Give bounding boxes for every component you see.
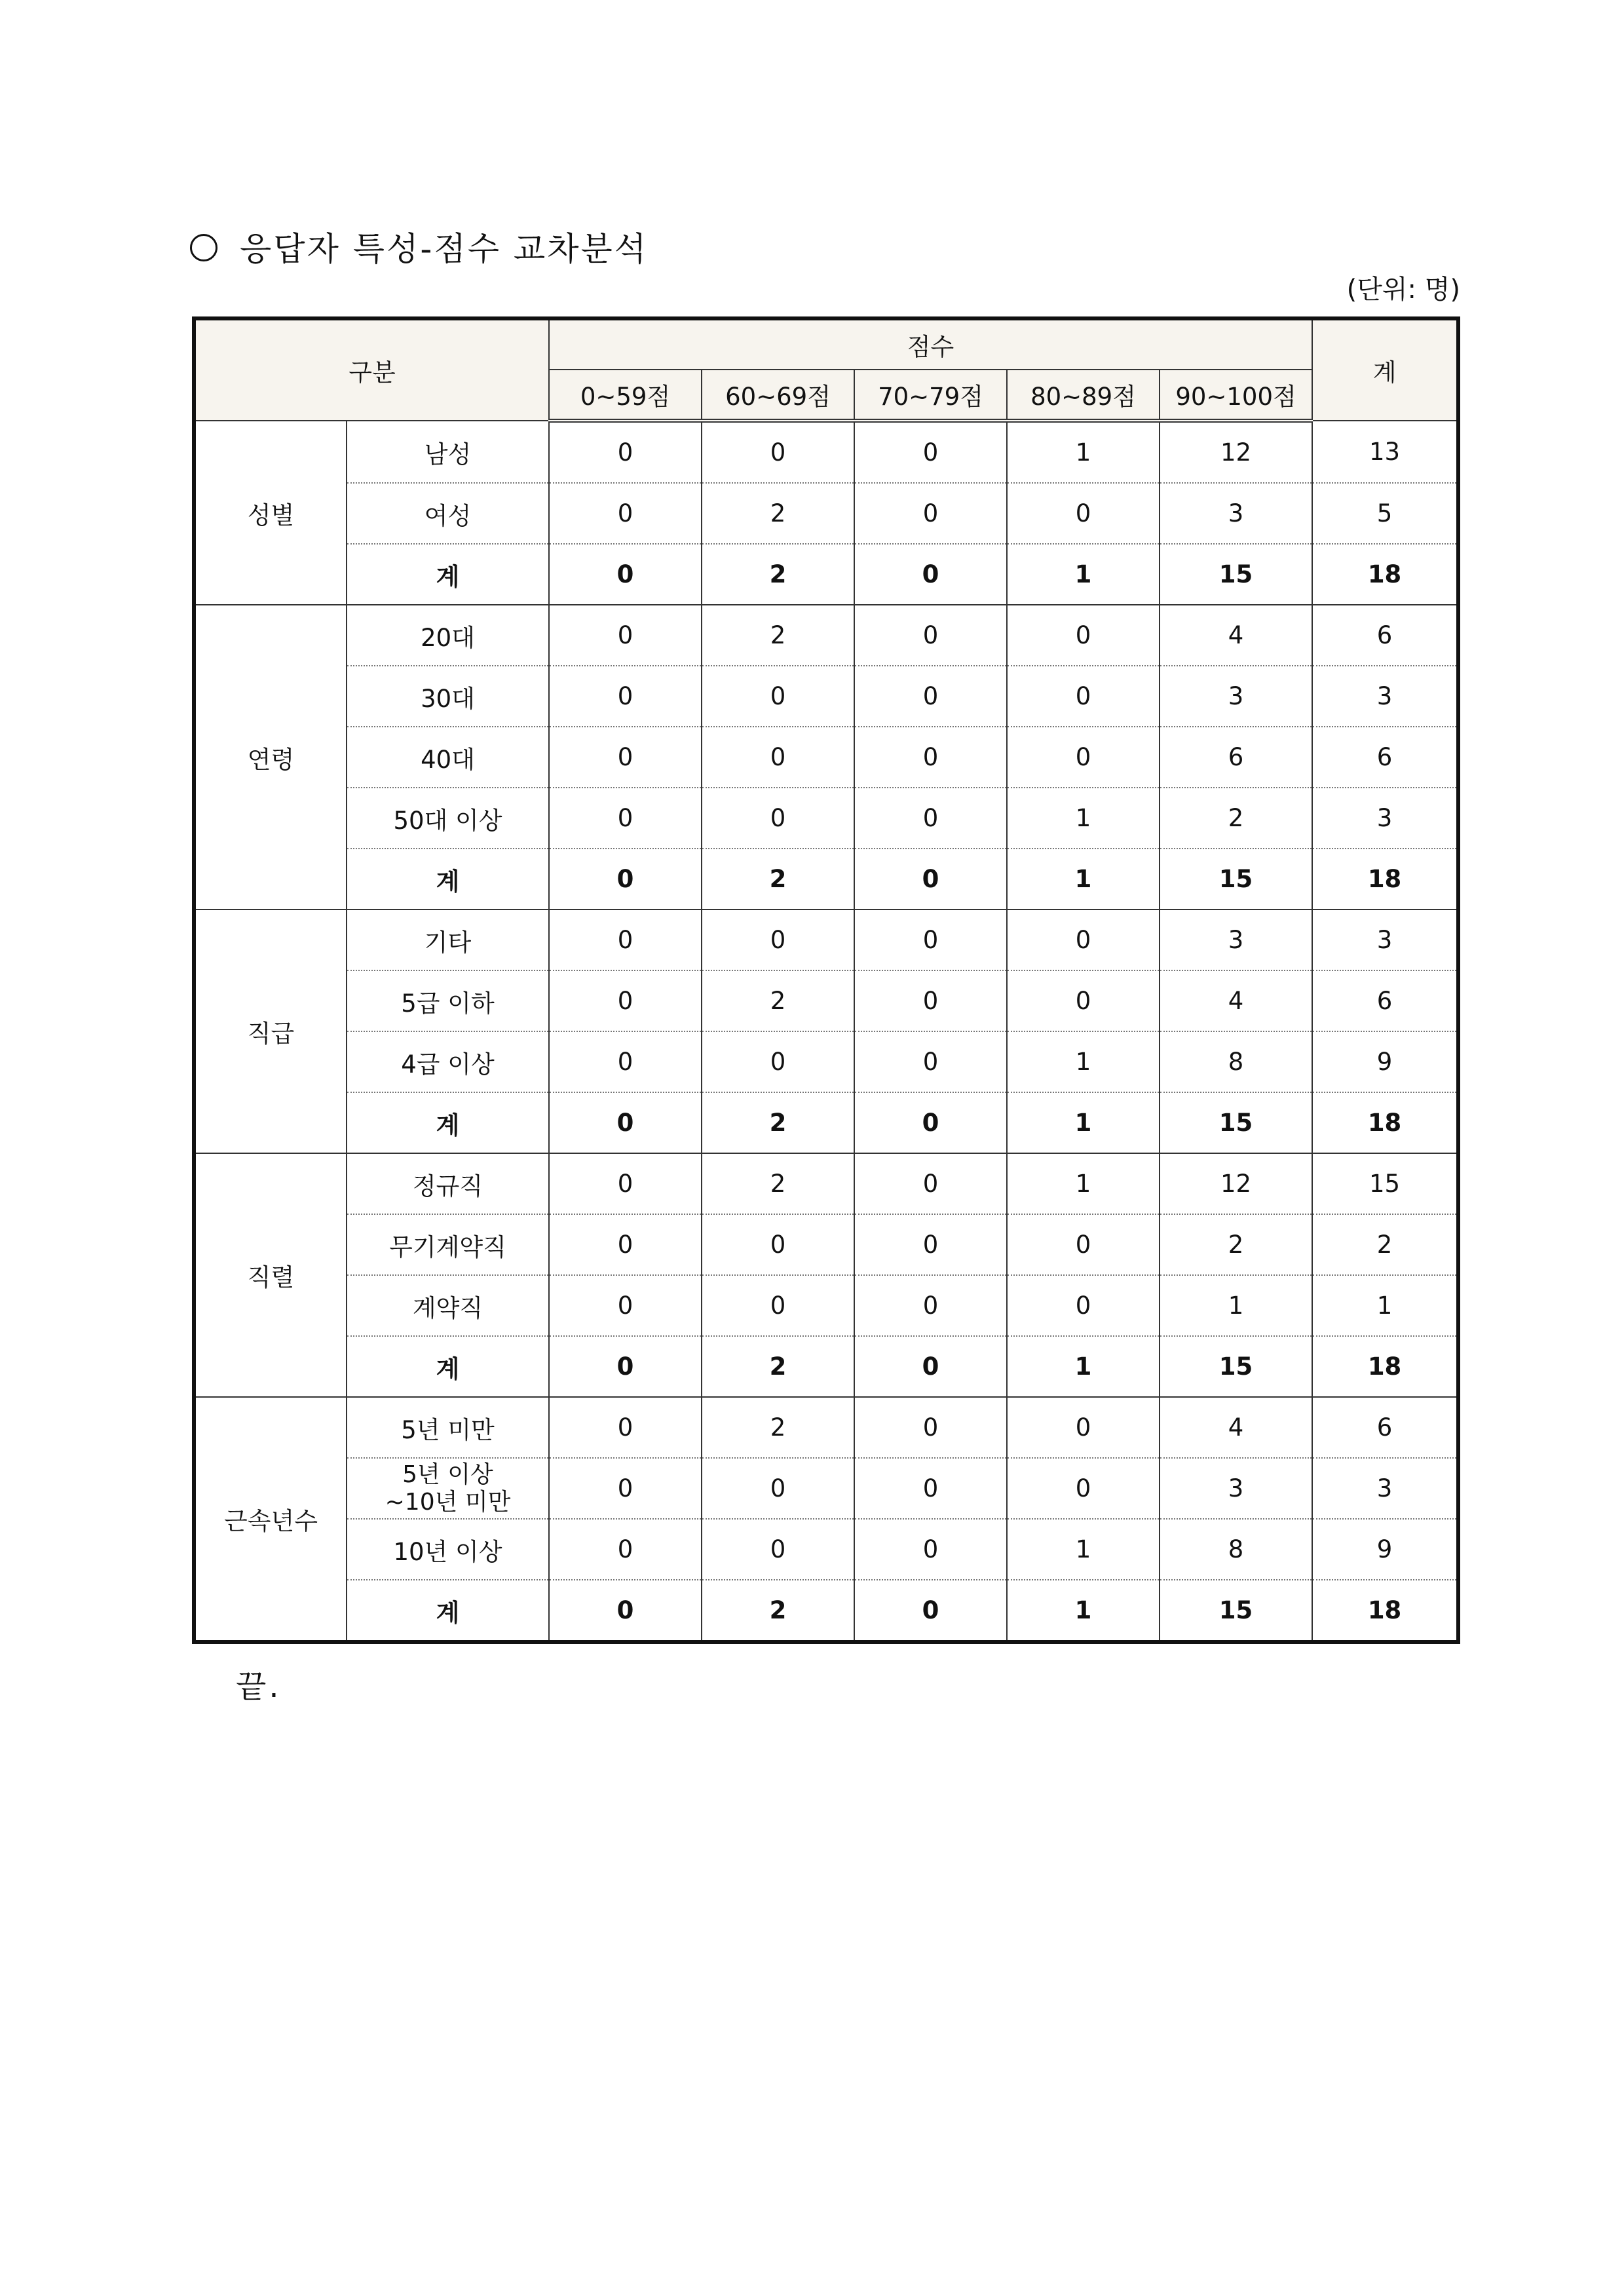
score-cell: 2 <box>702 605 854 666</box>
row-total-cell: 9 <box>1312 1519 1458 1580</box>
score-cell: 0 <box>549 483 702 544</box>
score-cell: 0 <box>1007 909 1160 970</box>
end-mark: 끝. <box>236 1668 282 1705</box>
table-total-row <box>194 1580 1458 1642</box>
score-cell: 2 <box>702 1336 854 1397</box>
row-total-cell: 15 <box>1312 1153 1458 1214</box>
table-row <box>194 909 1458 970</box>
score-cell: 0 <box>1007 1458 1160 1519</box>
score-cell: 0 <box>702 1031 854 1092</box>
table-row <box>194 1458 1458 1519</box>
row-total-cell: 3 <box>1312 666 1458 727</box>
row-label: 4급 이상 <box>347 1031 549 1092</box>
score-cell: 0 <box>549 421 702 483</box>
score-cell: 15 <box>1160 1580 1312 1642</box>
row-label: 남성 <box>347 421 549 483</box>
score-cell: 0 <box>702 421 854 483</box>
circle-bullet-icon <box>190 234 217 261</box>
table-row <box>194 1153 1458 1214</box>
score-cell: 0 <box>549 727 702 788</box>
score-cell: 0 <box>702 1214 854 1275</box>
row-label: 정규직 <box>347 1153 549 1214</box>
score-cell: 1 <box>1007 1031 1160 1092</box>
score-cell: 0 <box>549 849 702 909</box>
row-label: 계 <box>347 1092 549 1153</box>
score-cell: 0 <box>549 1214 702 1275</box>
score-cell: 0 <box>702 1519 854 1580</box>
score-cell: 0 <box>549 970 702 1031</box>
score-cell: 2 <box>702 970 854 1031</box>
table-row <box>194 421 1458 483</box>
score-cell: 0 <box>1007 1275 1160 1336</box>
score-cell: 0 <box>854 1153 1007 1214</box>
table-body <box>194 421 1458 1642</box>
table-total-row <box>194 1092 1458 1153</box>
row-label: 50대 이상 <box>347 788 549 849</box>
row-total-cell: 1 <box>1312 1275 1458 1336</box>
table-row <box>194 1397 1458 1458</box>
score-cell: 0 <box>1007 727 1160 788</box>
score-cell: 0 <box>854 909 1007 970</box>
row-label: 계 <box>347 849 549 909</box>
header-score-group: 점수 <box>549 318 1312 370</box>
score-cell: 2 <box>702 1580 854 1642</box>
score-cell: 4 <box>1160 970 1312 1031</box>
score-cell: 0 <box>549 666 702 727</box>
score-cell: 2 <box>1160 788 1312 849</box>
table-total-row <box>194 849 1458 909</box>
table-row <box>194 970 1458 1031</box>
score-cell: 0 <box>702 1275 854 1336</box>
row-total-cell: 13 <box>1312 421 1458 483</box>
row-label: 계 <box>347 544 549 605</box>
table-row <box>194 605 1458 666</box>
score-cell: 0 <box>549 1458 702 1519</box>
cross-analysis-table <box>192 316 1460 1644</box>
score-cell: 0 <box>854 1092 1007 1153</box>
score-cell: 15 <box>1160 1336 1312 1397</box>
score-cell: 3 <box>1160 1458 1312 1519</box>
score-cell: 15 <box>1160 544 1312 605</box>
score-cell: 2 <box>702 849 854 909</box>
score-cell: 8 <box>1160 1031 1312 1092</box>
table-row <box>194 1275 1458 1336</box>
score-cell: 0 <box>549 788 702 849</box>
score-cell: 0 <box>549 1580 702 1642</box>
score-cell: 1 <box>1007 788 1160 849</box>
score-cell: 0 <box>549 544 702 605</box>
row-label: 계약직 <box>347 1275 549 1336</box>
score-cell: 1 <box>1007 421 1160 483</box>
header-bin: 60~69점 <box>702 370 854 421</box>
score-cell: 0 <box>549 1275 702 1336</box>
score-cell: 15 <box>1160 849 1312 909</box>
page-title <box>190 223 648 270</box>
score-cell: 0 <box>854 605 1007 666</box>
row-total-cell: 18 <box>1312 849 1458 909</box>
score-cell: 0 <box>702 666 854 727</box>
row-total-cell: 18 <box>1312 544 1458 605</box>
row-label: 계 <box>347 1580 549 1642</box>
row-label: 30대 <box>347 666 549 727</box>
row-total-cell: 3 <box>1312 909 1458 970</box>
row-total-cell: 2 <box>1312 1214 1458 1275</box>
table-row <box>194 727 1458 788</box>
score-cell: 0 <box>1007 483 1160 544</box>
unit-label: (단위: 명) <box>1346 275 1460 305</box>
row-total-cell: 3 <box>1312 1458 1458 1519</box>
score-cell: 0 <box>854 1458 1007 1519</box>
score-cell: 0 <box>549 1336 702 1397</box>
header-total: 계 <box>1312 318 1458 421</box>
row-total-cell: 18 <box>1312 1580 1458 1642</box>
header-bin: 90~100점 <box>1160 370 1312 421</box>
score-cell: 0 <box>702 909 854 970</box>
row-label: 5년 미만 <box>347 1397 549 1458</box>
score-cell: 0 <box>549 1397 702 1458</box>
row-total-cell: 3 <box>1312 788 1458 849</box>
row-label: 10년 이상 <box>347 1519 549 1580</box>
score-cell: 0 <box>549 605 702 666</box>
header-bin: 70~79점 <box>854 370 1007 421</box>
score-cell: 4 <box>1160 605 1312 666</box>
row-label: 기타 <box>347 909 549 970</box>
score-cell: 1 <box>1007 544 1160 605</box>
score-cell: 2 <box>702 483 854 544</box>
row-total-cell: 18 <box>1312 1336 1458 1397</box>
row-label: 40대 <box>347 727 549 788</box>
score-cell: 0 <box>854 727 1007 788</box>
table-row <box>194 483 1458 544</box>
row-total-cell: 5 <box>1312 483 1458 544</box>
score-cell: 0 <box>549 1519 702 1580</box>
score-cell: 0 <box>1007 605 1160 666</box>
score-cell: 0 <box>1007 970 1160 1031</box>
score-cell: 0 <box>1007 1397 1160 1458</box>
row-total-cell: 6 <box>1312 970 1458 1031</box>
score-cell: 15 <box>1160 1092 1312 1153</box>
score-cell: 2 <box>702 1397 854 1458</box>
table-row <box>194 666 1458 727</box>
score-cell: 1 <box>1007 1153 1160 1214</box>
table-row <box>194 1519 1458 1580</box>
score-cell: 0 <box>854 1580 1007 1642</box>
score-cell: 0 <box>854 544 1007 605</box>
score-cell: 3 <box>1160 483 1312 544</box>
row-label: 5급 이하 <box>347 970 549 1031</box>
group-label: 연령 <box>194 605 347 909</box>
score-cell: 0 <box>854 788 1007 849</box>
page-title-text: 응답자 특성-점수 교차분석 <box>240 230 649 268</box>
score-cell: 12 <box>1160 421 1312 483</box>
score-cell: 1 <box>1007 849 1160 909</box>
score-cell: 0 <box>854 666 1007 727</box>
score-cell: 0 <box>854 1031 1007 1092</box>
score-cell: 1 <box>1160 1275 1312 1336</box>
score-cell: 2 <box>702 1153 854 1214</box>
score-cell: 1 <box>1007 1092 1160 1153</box>
score-cell: 0 <box>549 1031 702 1092</box>
score-cell: 0 <box>854 849 1007 909</box>
score-cell: 2 <box>702 544 854 605</box>
row-total-cell: 9 <box>1312 1031 1458 1092</box>
score-cell: 1 <box>1007 1580 1160 1642</box>
score-cell: 1 <box>1007 1336 1160 1397</box>
group-label: 근속년수 <box>194 1397 347 1642</box>
score-cell: 0 <box>1007 1214 1160 1275</box>
score-cell: 0 <box>854 970 1007 1031</box>
header-bin: 80~89점 <box>1007 370 1160 421</box>
table-row <box>194 1031 1458 1092</box>
score-cell: 0 <box>854 421 1007 483</box>
score-cell: 0 <box>854 1275 1007 1336</box>
row-total-cell: 18 <box>1312 1092 1458 1153</box>
score-cell: 12 <box>1160 1153 1312 1214</box>
score-cell: 0 <box>854 1519 1007 1580</box>
table-total-row <box>194 1336 1458 1397</box>
score-cell: 3 <box>1160 909 1312 970</box>
row-label: 여성 <box>347 483 549 544</box>
score-cell: 0 <box>854 1214 1007 1275</box>
row-label: 5년 이상 ~10년 미만 <box>347 1458 549 1519</box>
score-cell: 0 <box>549 1092 702 1153</box>
score-cell: 0 <box>549 909 702 970</box>
score-cell: 0 <box>702 1458 854 1519</box>
table-total-row <box>194 544 1458 605</box>
score-cell: 6 <box>1160 727 1312 788</box>
row-total-cell: 6 <box>1312 1397 1458 1458</box>
score-cell: 3 <box>1160 666 1312 727</box>
row-label: 계 <box>347 1336 549 1397</box>
group-label: 직렬 <box>194 1153 347 1397</box>
score-cell: 0 <box>549 1153 702 1214</box>
header-category: 구분 <box>194 318 549 421</box>
score-cell: 0 <box>854 483 1007 544</box>
row-total-cell: 6 <box>1312 605 1458 666</box>
score-cell: 0 <box>854 1397 1007 1458</box>
score-cell: 2 <box>702 1092 854 1153</box>
score-cell: 0 <box>1007 666 1160 727</box>
score-cell: 1 <box>1007 1519 1160 1580</box>
score-cell: 8 <box>1160 1519 1312 1580</box>
score-cell: 2 <box>1160 1214 1312 1275</box>
score-cell: 0 <box>854 1336 1007 1397</box>
table-row <box>194 1214 1458 1275</box>
row-label: 20대 <box>347 605 549 666</box>
header-bin: 0~59점 <box>549 370 702 421</box>
row-label: 무기계약직 <box>347 1214 549 1275</box>
group-label: 성별 <box>194 421 347 605</box>
score-cell: 0 <box>702 727 854 788</box>
score-cell: 0 <box>702 788 854 849</box>
row-total-cell: 6 <box>1312 727 1458 788</box>
score-cell: 4 <box>1160 1397 1312 1458</box>
group-label: 직급 <box>194 909 347 1153</box>
table-row <box>194 788 1458 849</box>
